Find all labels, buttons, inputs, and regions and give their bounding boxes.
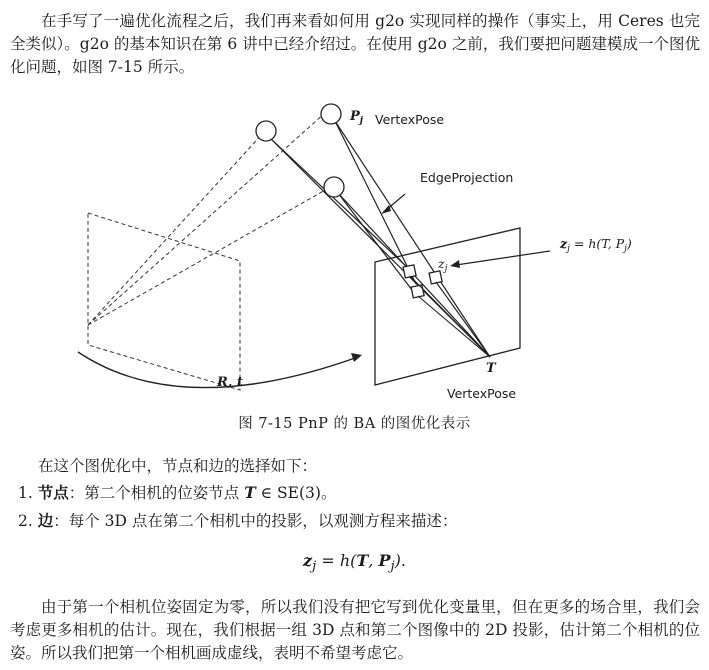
observation-equation: $z_j = h(T$, $P_j$). [303, 551, 406, 575]
figure-caption: 图 7-15 PnP 的 BA 的图优化表示 [238, 416, 471, 432]
closing-paragraph: 由于第一个相机位姿固定为零，所以我们没有把它写到优化变量里，但在更多的场合里，我们会考虑更多相机的估计。现在，我们根据一组 3D 点和第二个图像中的 2D 投影，估计第二个相机的位姿。所以我们把第一个相机画成虚线，表明不希望考虑它。 [10, 598, 700, 662]
projection-rays [270, 121, 490, 357]
pj-label: $P_j$ [350, 109, 364, 126]
projected-features [403, 265, 442, 298]
edge-projection-label: EdgeProjection [420, 170, 514, 185]
dashed-ray-2 [88, 113, 325, 325]
landmark-point-2 [321, 104, 341, 124]
zj-label: $z_j$ [438, 256, 448, 274]
pose-t-label: T [486, 361, 496, 376]
landmark-point-3 [324, 177, 344, 197]
intro-paragraph: 在手写了一遍优化流程之后，我们再来看如何用 g2o 实现同样的操作（事实上，用 Ceres 也完全类似）。g2o 的基本知识在第 6 讲中已经介绍过。在使用 g2o 之前，我们要把问题建模成一个图优化问题，如图 7-15 所示。 [10, 12, 700, 76]
landmark-point-1 [256, 121, 276, 141]
vertex-pose-bottom-label: VertexPose [447, 386, 517, 401]
dashed-ray-1 [88, 131, 265, 325]
vertex-pose-top-label: VertexPose [375, 112, 445, 127]
landmark-points [256, 104, 344, 197]
first-camera-dashed [88, 113, 334, 390]
observation-equation-label: $z_j = h(T$, $P_j$) [560, 236, 632, 254]
second-camera-plane [375, 228, 520, 385]
selection-intro: 在这个图优化中，节点和边的选择如下： [38, 457, 318, 475]
first-camera-plane [88, 213, 240, 390]
rt-label: R, t [217, 375, 243, 390]
list-item-edge: 2. 边：每个 3D 点在第二个相机中的投影，以观测方程来描述： [18, 511, 458, 530]
list-item-node: 1. 节点：第二个相机的位姿节点 T ∈ SE(3)。 [18, 483, 337, 502]
dashed-ray-3 [88, 185, 334, 325]
